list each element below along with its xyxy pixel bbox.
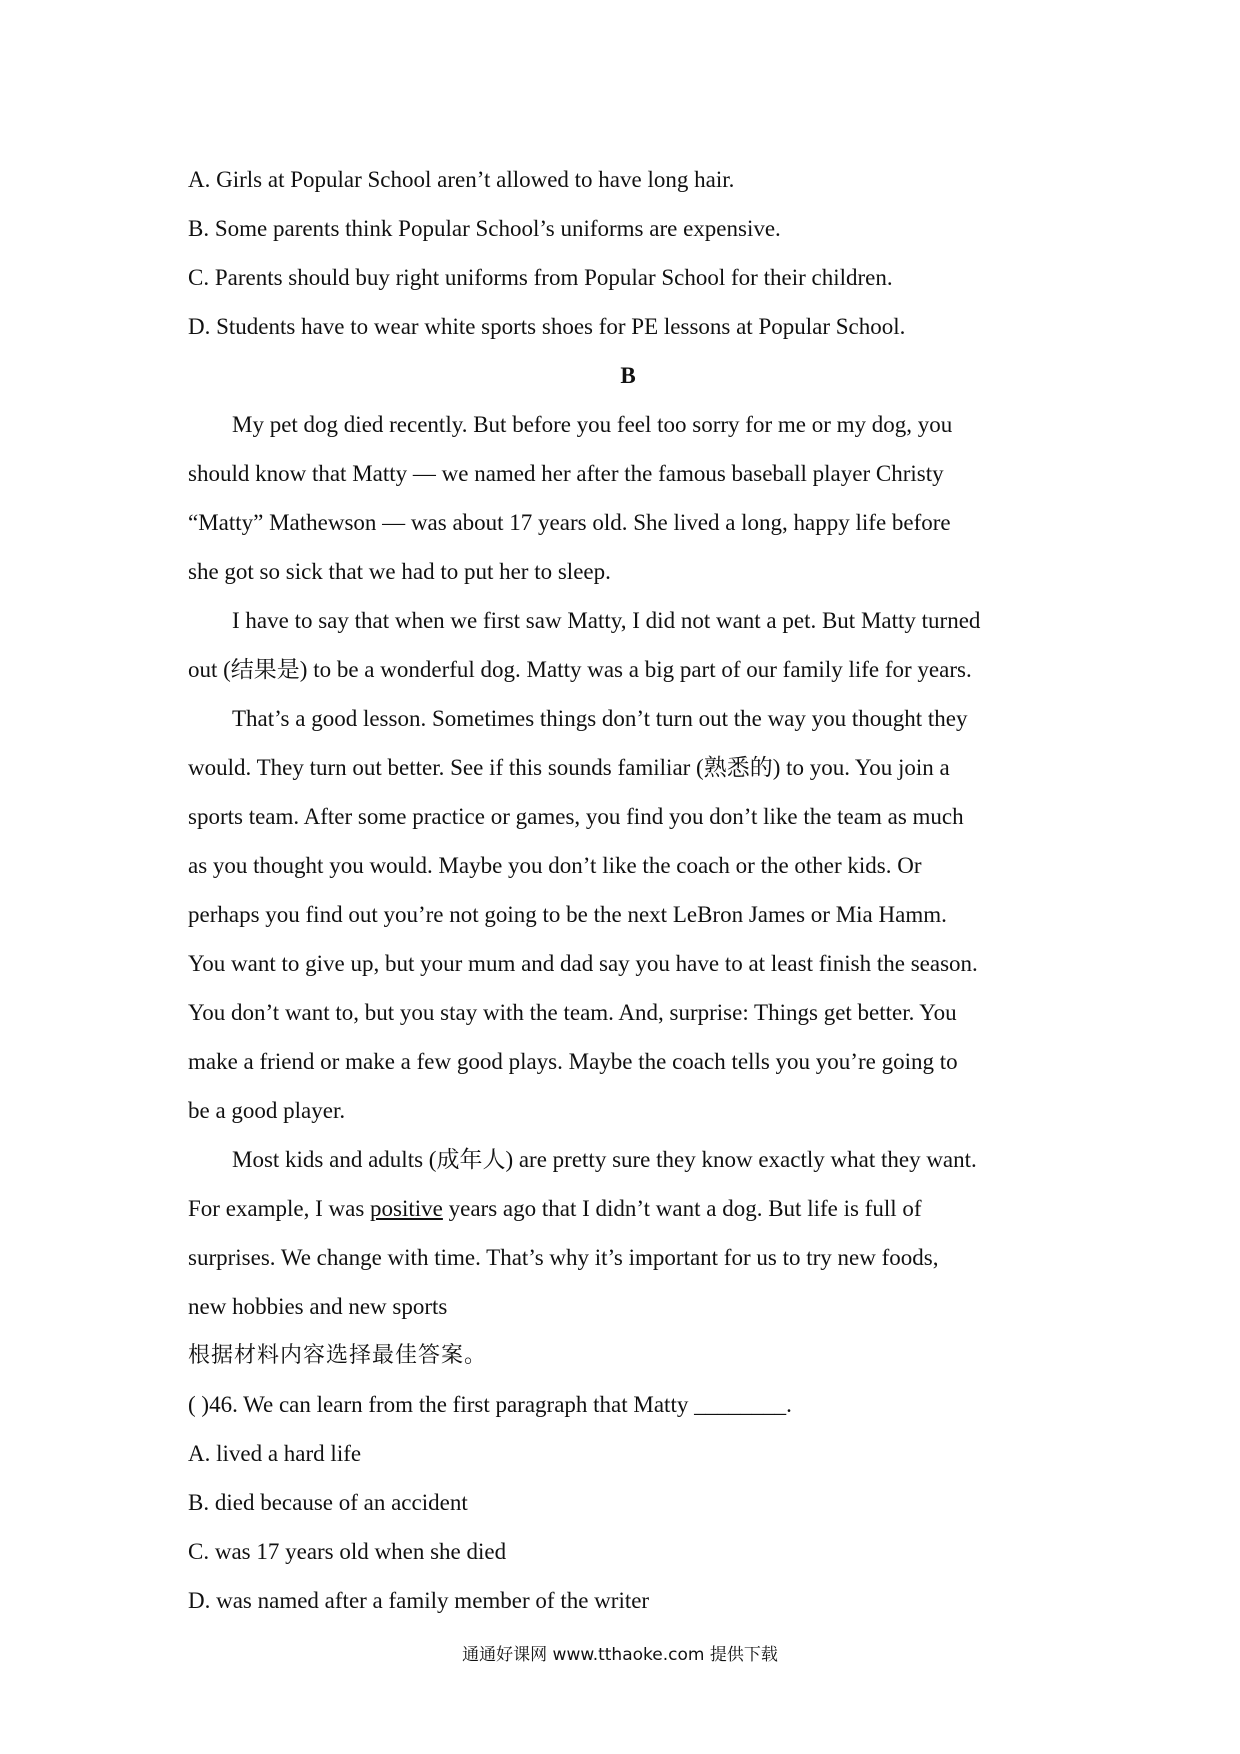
paragraph-3-line: You don’t want to, but you stay with the team. And, surprise: Things get better. You — [188, 1000, 957, 1025]
paragraph-4-line: Most kids and adults (成年人) are pretty sure they know exactly what they want. — [232, 1147, 977, 1172]
page-footer: 通通好课网 www.tthaoke.com 提供下载 — [462, 1645, 778, 1665]
answer-option-d: D. was named after a family member of the writer — [188, 1588, 650, 1613]
answer-option-c: C. was 17 years old when she died — [188, 1539, 507, 1564]
paragraph-1-line: “Matty” Mathewson — was about 17 years old. She lived a long, happy life before — [188, 510, 951, 535]
paragraph-3-line: as you thought you would. Maybe you don’t like the coach or the other kids. Or — [188, 853, 922, 878]
document-content — [188, 155, 1068, 1625]
paragraph-2-line: I have to say that when we first saw Matty, I did not want a pet. But Matty turned — [232, 608, 981, 633]
prev-option-b: B. Some parents think Popular School’s uniforms are expensive. — [188, 216, 781, 241]
paragraph-4-text: For example, I was — [188, 1196, 371, 1221]
question-stem: ( )46. We can learn from the first paragraph that Matty ________. — [188, 1392, 792, 1417]
answer-option-a: A. lived a hard life — [188, 1441, 362, 1466]
paragraph-1-line: she got so sick that we had to put her to sleep. — [188, 559, 611, 584]
answer-option-b: B. died because of an accident — [188, 1490, 468, 1515]
section-title: B — [620, 363, 636, 388]
paragraph-3-line: perhaps you find out you’re not going to be the next LeBron James or Mia Hamm. — [188, 902, 947, 927]
instruction-text: 根据材料内容选择最佳答案。 — [188, 1343, 488, 1368]
paragraph-2-line: out (结果是) to be a wonderful dog. Matty was a big part of our family life for years. — [188, 657, 972, 682]
paragraph-4-line — [188, 1184, 1068, 1233]
paragraph-1-line: My pet dog died recently. But before you feel too sorry for me or my dog, you — [232, 412, 953, 437]
paragraph-3-line: That’s a good lesson. Sometimes things don’t turn out the way you thought they — [232, 706, 968, 731]
paragraph-4-text: years ago that I didn’t want a dog. But life is full of — [442, 1196, 922, 1221]
paragraph-3-line: would. They turn out better. See if this sounds familiar (熟悉的) to you. You join a — [188, 755, 950, 780]
paragraph-3-line: be a good player. — [188, 1098, 346, 1123]
paragraph-4-line: new hobbies and new sports — [188, 1294, 448, 1319]
prev-option-d: D. Students have to wear white sports shoes for PE lessons at Popular School. — [188, 314, 906, 339]
paragraph-1-line: should know that Matty — we named her after the famous baseball player Christy — [188, 461, 944, 486]
underlined-word: positive — [370, 1196, 443, 1221]
paragraph-3-line: sports team. After some practice or games, you find you don’t like the team as much — [188, 804, 964, 829]
paragraph-3-line: make a friend or make a few good plays. Maybe the coach tells you you’re going to — [188, 1049, 958, 1074]
paragraph-3-line: You want to give up, but your mum and dad say you have to at least finish the season. — [188, 951, 978, 976]
paragraph-4-line: surprises. We change with time. That’s why it’s important for us to try new foods, — [188, 1245, 939, 1270]
prev-option-a: A. Girls at Popular School aren’t allowed to have long hair. — [188, 167, 735, 192]
prev-option-c: C. Parents should buy right uniforms from Popular School for their children. — [188, 265, 893, 290]
